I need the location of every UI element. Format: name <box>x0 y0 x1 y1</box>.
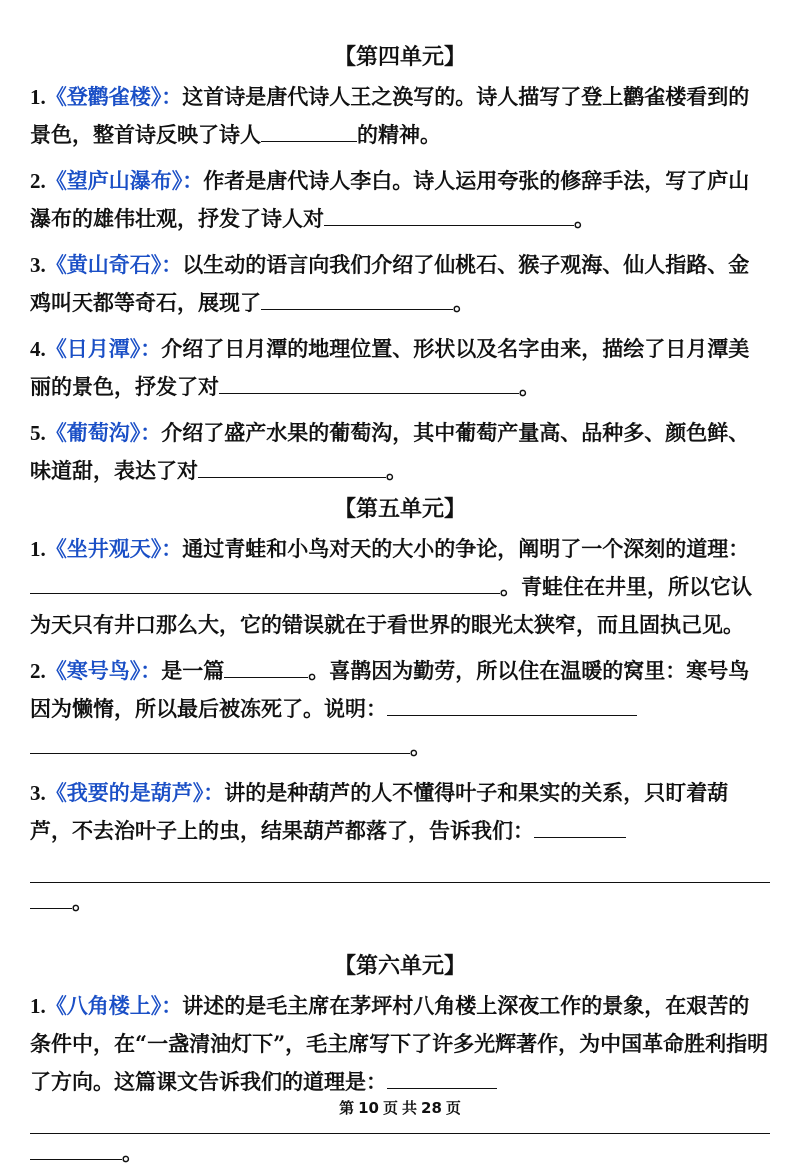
title-colon: ： <box>161 993 183 1018</box>
lesson-title: 《寒号鸟》 <box>45 658 141 683</box>
item-text: 。 <box>72 889 93 914</box>
lesson-title: 《登鹳雀楼》 <box>45 84 162 109</box>
item-text: 通过青蛙和小鸟对天的大小的争论，阐明了一个深刻的道理： <box>182 536 750 561</box>
unit4-item-2 <box>30 162 770 238</box>
unit4-item-4 <box>30 330 770 406</box>
answer-blank[interactable] <box>324 203 574 226</box>
item-text: 。 <box>122 1140 143 1165</box>
lesson-title: 《望庐山瀑布》 <box>45 168 183 193</box>
answer-blank[interactable] <box>198 455 386 478</box>
item-text: 是一篇 <box>161 658 225 683</box>
item-number: 4. <box>30 337 46 361</box>
unit4-item-3 <box>30 246 770 322</box>
item-number: 1. <box>30 85 46 109</box>
unit4-item-5 <box>30 414 770 490</box>
item-text: 作者是唐代诗人李白。诗人运用夸张的修辞手法，写了庐山瀑布的雄伟壮观，抒发了诗人对 <box>30 168 750 231</box>
footer-word: 第 <box>339 1099 355 1117</box>
unit4-heading: 【第四单元】 <box>333 45 466 70</box>
item-text: 。 <box>453 290 474 315</box>
answer-blank[interactable] <box>30 731 410 754</box>
item-number: 2. <box>30 659 46 683</box>
answer-blank[interactable] <box>224 655 308 678</box>
unit5-item-3 <box>30 774 770 921</box>
title-colon: ： <box>161 252 183 277</box>
item-text: 的精神。 <box>357 122 441 147</box>
page-footer <box>0 1097 800 1118</box>
item-text: 介绍了盛产水果的葡萄沟，其中葡萄产量高、品种多、颜色鲜、味道甜，表达了对 <box>30 420 750 483</box>
answer-line[interactable] <box>30 852 770 883</box>
answer-blank[interactable] <box>261 287 453 310</box>
unit5-heading: 【第五单元】 <box>333 497 466 522</box>
title-colon: ： <box>161 536 183 561</box>
lesson-title: 《黄山奇石》 <box>45 252 162 277</box>
item-text: 。喜鹊因为勤劳，所以住在温暖的窝里：寒号鸟因为懒惰，所以最后被冻死了。说明： <box>30 658 750 721</box>
answer-blank[interactable] <box>30 886 72 909</box>
item-text: 。 <box>410 734 431 759</box>
item-text: 这首诗是唐代诗人王之涣写的。诗人描写了登上鹳雀楼看到的景色，整首诗反映了诗人 <box>30 84 750 147</box>
item-number: 1. <box>30 994 46 1018</box>
answer-blank[interactable] <box>387 1066 497 1089</box>
item-text: 讲述的是毛主席在茅坪村八角楼上深夜工作的景象，在艰苦的条件中，在“一盏清油灯下”，毛主席写下了许多光辉著作，为中国革命胜利指明了方向。这篇课文告诉我们的道理是： <box>30 993 769 1094</box>
item-number: 3. <box>30 253 46 277</box>
title-colon: ： <box>140 420 162 445</box>
item-text: 介绍了日月潭的地理位置、形状以及名字由来，描绘了日月潭美丽的景色，抒发了对 <box>30 336 750 399</box>
answer-blank[interactable] <box>534 815 626 838</box>
lesson-title: 《八角楼上》 <box>45 993 162 1018</box>
unit4-item-1 <box>30 78 770 154</box>
answer-blank[interactable] <box>261 119 357 142</box>
page-total: 28 <box>421 1099 442 1117</box>
unit6-item-1 <box>30 987 770 1172</box>
item-text: 讲的是种葫芦的人不懂得叶子和果实的关系，只盯着葫芦，不去治叶子上的虫，结果葫芦都落了，告诉我们： <box>30 780 729 843</box>
item-text: 。 <box>386 458 407 483</box>
item-number: 5. <box>30 421 46 445</box>
title-colon: ： <box>182 168 204 193</box>
item-text: 。 <box>574 206 595 231</box>
title-colon: ： <box>140 658 162 683</box>
lesson-title: 《日月潭》 <box>45 336 141 361</box>
footer-word: 页 <box>445 1099 461 1117</box>
item-number: 1. <box>30 537 46 561</box>
answer-blank[interactable] <box>219 371 519 394</box>
unit5-item-1 <box>30 530 770 644</box>
answer-blank[interactable] <box>387 693 637 716</box>
unit6-heading: 【第六单元】 <box>333 954 466 979</box>
title-colon: ： <box>161 84 183 109</box>
title-colon: ： <box>140 336 162 361</box>
item-number: 2. <box>30 169 46 193</box>
item-text: 。青蛙住在井里，所以它认为天只有井口那么大，它的错误就在于看世界的眼光太狭窄，而且固执己见。 <box>30 574 752 637</box>
title-colon: ： <box>203 780 225 805</box>
lesson-title: 《我要的是葫芦》 <box>45 780 204 805</box>
answer-blank[interactable] <box>30 571 500 594</box>
item-text: 。 <box>519 374 540 399</box>
answer-blank[interactable] <box>30 1137 122 1160</box>
item-text: 以生动的语言向我们介绍了仙桃石、猴子观海、仙人指路、金鸡叫天都等奇石，展现了 <box>30 252 750 315</box>
lesson-title: 《坐井观天》 <box>45 536 162 561</box>
footer-word: 共 <box>402 1099 418 1117</box>
page-number: 10 <box>358 1099 379 1117</box>
footer-word: 页 <box>382 1099 398 1117</box>
lesson-title: 《葡萄沟》 <box>45 420 141 445</box>
item-number: 3. <box>30 781 46 805</box>
unit5-item-2 <box>30 652 770 766</box>
